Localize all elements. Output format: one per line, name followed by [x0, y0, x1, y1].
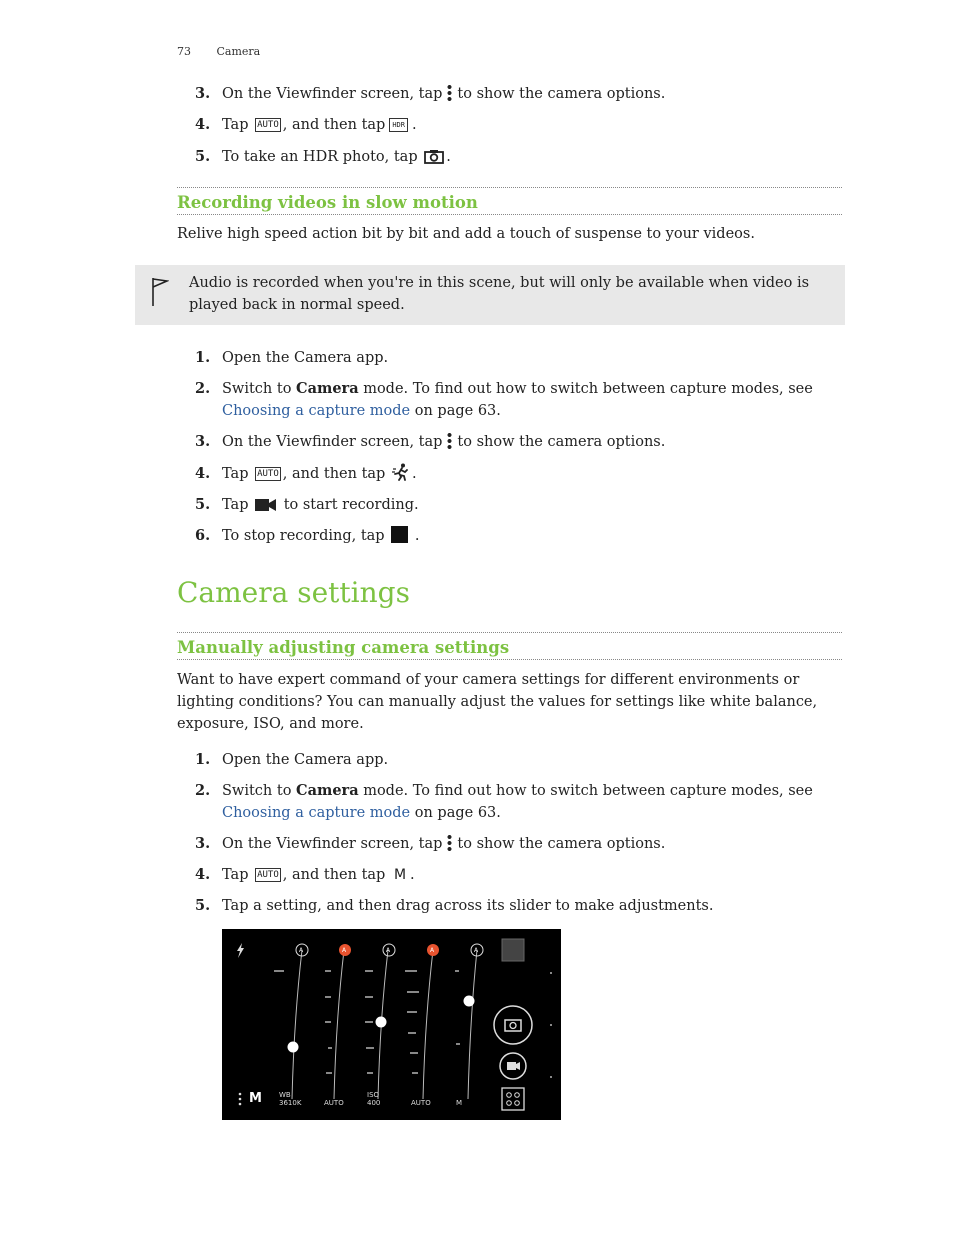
- badge-letter: A: [474, 947, 479, 954]
- step-number: 4.: [195, 866, 211, 883]
- slider-label-iso: [367, 1091, 380, 1107]
- step-text: Tap: [222, 117, 249, 133]
- step-number: 3.: [195, 85, 211, 102]
- section-name: Camera: [216, 45, 261, 58]
- step-number: 1.: [195, 751, 211, 768]
- note-flag-icon: [151, 277, 169, 307]
- step-text: , and then tap: [282, 867, 386, 883]
- flash-icon: [237, 943, 244, 958]
- step-text: , and then tap: [282, 117, 386, 133]
- badge-letter: A: [342, 947, 347, 954]
- slider-label-wb: [279, 1091, 301, 1107]
- step-text: .: [446, 149, 451, 165]
- step-text: .: [411, 117, 417, 133]
- step-text: On the Viewfinder screen, tap: [222, 434, 443, 450]
- slow-motion-intro: Relive high speed action bit by bit and add a touch of suspense to your videos.: [177, 226, 755, 242]
- page-number: 73: [177, 45, 191, 58]
- slider-label-bottom: AUTO: [324, 1099, 344, 1107]
- slider-label-bottom: AUTO: [411, 1099, 431, 1107]
- shutter-button: [494, 1006, 532, 1044]
- step-number: 1.: [195, 349, 211, 366]
- bold-mode: Camera: [296, 782, 359, 799]
- step-number: 5.: [195, 897, 211, 914]
- badge-letter: A: [430, 947, 435, 954]
- slider-label-bottom: 400: [367, 1099, 381, 1107]
- auto-icon: AUTO: [257, 870, 279, 880]
- heading-manual-settings: Manually adjusting camera settings: [177, 632, 842, 660]
- step-text: to show the camera options.: [457, 836, 666, 852]
- step-number: 2.: [195, 380, 211, 397]
- step-text: Switch to: [222, 381, 297, 397]
- slider-label-top: ISO: [367, 1091, 380, 1099]
- step-number: 4.: [195, 465, 211, 482]
- heading-camera-settings: Camera settings: [177, 576, 410, 609]
- slow-motion-runner-icon: [392, 463, 410, 481]
- camera-shutter-icon: [424, 149, 444, 164]
- step-text: Tap: [222, 867, 249, 883]
- step-number: 2.: [195, 782, 211, 799]
- camera-ui-graphic: [222, 929, 561, 1120]
- hdr-icon: HDR: [389, 118, 408, 132]
- step-text: to start recording.: [283, 497, 419, 513]
- slider-label-top: WB: [279, 1091, 291, 1099]
- step-text: to show the camera options.: [457, 434, 666, 450]
- step-text: to show the camera options.: [457, 86, 666, 102]
- step-text: On the Viewfinder screen, tap: [222, 86, 443, 102]
- step-number: 5.: [195, 496, 211, 513]
- step-text: Switch to: [222, 783, 297, 799]
- step-text: To take an HDR photo, tap: [222, 149, 418, 165]
- step-text: mode. To find out how to switch between capture modes, see: [358, 381, 813, 397]
- step-text: Open the Camera app.: [222, 350, 389, 366]
- slider-label-bottom: M: [456, 1099, 463, 1107]
- page-header: [177, 45, 260, 58]
- auto-icon: AUTO: [257, 469, 279, 479]
- step-text: , and then tap: [282, 466, 386, 482]
- step-text: mode. To find out how to switch between capture modes, see: [358, 783, 813, 799]
- gallery-thumbnail: [502, 939, 524, 961]
- step-number: 6.: [195, 527, 211, 544]
- step-text: Tap: [222, 466, 249, 482]
- step-text: on page 63.: [410, 805, 501, 821]
- note-text: Audio is recorded when you're in this scene, but will only be available when video is played back in normal speed.: [189, 275, 810, 313]
- step-number: 3.: [195, 835, 211, 852]
- slider-track-wb: [292, 950, 302, 1099]
- slider-label-exposure: [324, 1099, 344, 1107]
- more-options-icon: [447, 84, 452, 101]
- step-text: On the Viewfinder screen, tap: [222, 836, 443, 852]
- step-text: .: [414, 528, 420, 544]
- step-number: 5.: [195, 148, 211, 165]
- link-choosing-capture-mode[interactable]: Choosing a capture mode: [222, 403, 411, 419]
- stop-icon: [391, 526, 408, 543]
- slider-label-bottom: 3610K: [279, 1099, 302, 1107]
- heading-slow-motion: Recording videos in slow motion: [177, 187, 842, 215]
- camera-manual-screenshot: [222, 929, 561, 1120]
- step-number: 3.: [195, 433, 211, 450]
- video-record-icon: [255, 498, 277, 512]
- step-number: 4.: [195, 116, 211, 133]
- step-text: To stop recording, tap: [222, 528, 385, 544]
- slider-handle-focus: [464, 996, 475, 1007]
- slider-label-focus: [456, 1099, 462, 1107]
- badge-letter: A: [299, 947, 304, 954]
- step-text: .: [411, 466, 417, 482]
- slider-track-shutter: [423, 950, 433, 1099]
- manual-m-icon: M: [393, 867, 407, 883]
- manual-settings-intro: Want to have expert command of your camera settings for different environments or lighting conditions? You can manually adjust the values for settings like white balance, exposure, ISO, and more.: [177, 672, 818, 732]
- slider-handle-iso: [376, 1017, 387, 1028]
- slider-label-shutter: [411, 1099, 431, 1107]
- auto-icon: AUTO: [257, 120, 279, 130]
- badge-letter: A: [386, 947, 391, 954]
- link-choosing-capture-mode[interactable]: Choosing a capture mode: [222, 805, 411, 821]
- step-text: on page 63.: [410, 403, 501, 419]
- slider-handle-wb: [288, 1042, 299, 1053]
- slider-track-exposure: [334, 950, 344, 1099]
- step-text: Tap: [222, 497, 249, 513]
- more-options-icon: [447, 432, 452, 449]
- step-text: .: [410, 867, 415, 883]
- step-text: Tap a setting, and then drag across its slider to make adjustments.: [222, 898, 714, 914]
- step-text: Open the Camera app.: [222, 752, 389, 768]
- more-options-icon: [447, 834, 452, 851]
- bold-mode: Camera: [296, 380, 359, 397]
- slider-track-focus: [468, 950, 477, 1099]
- mode-switch-button: [502, 1088, 524, 1110]
- note-box: [135, 265, 845, 325]
- manual-mode-label: M: [249, 1091, 262, 1106]
